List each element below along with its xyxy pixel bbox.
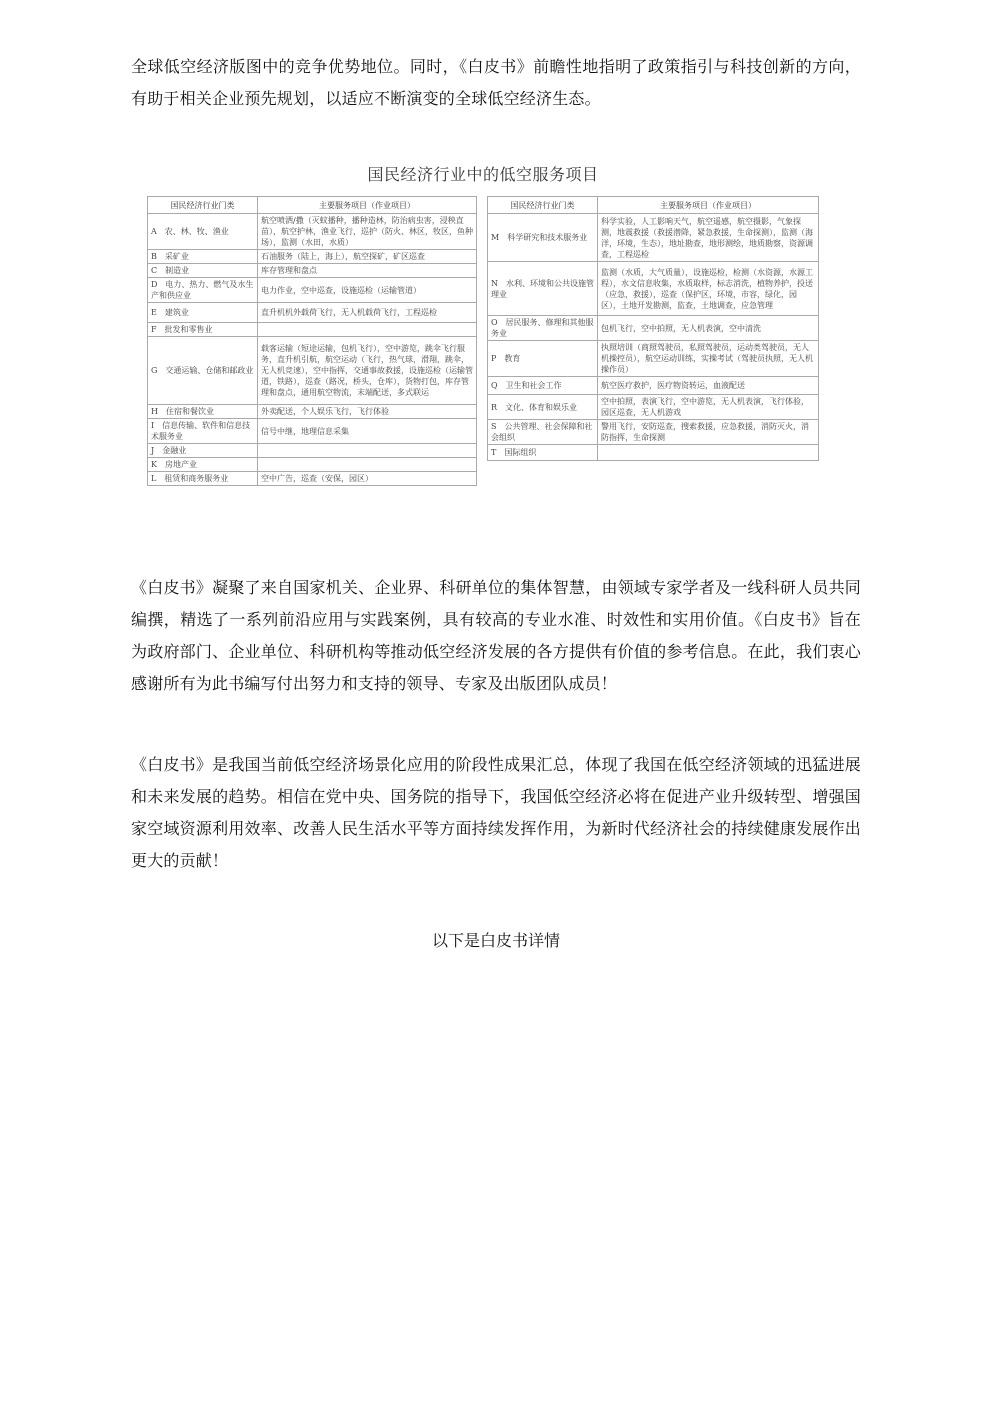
service-items-cell: 信号中继，地理信息采集 [258,419,477,444]
table-row [148,264,477,278]
table-row [148,458,477,472]
table-row [488,420,819,445]
service-items-cell: 警用飞行，安防巡查，搜索救援，应急救援，消防灭火，消防指挥，生命探测 [598,420,819,445]
table-body [488,214,819,461]
table-row [148,303,477,323]
header-industry-category: 国民经济行业门类 [488,197,598,214]
industry-category-cell: E 建筑业 [148,303,258,323]
service-items-cell [258,458,477,472]
header-main-services: 主要服务项目（作业项目） [258,197,477,214]
service-items-cell: 包机飞行，空中拍照，无人机表演，空中清洗 [598,316,819,341]
table-row [148,323,477,337]
table-row [148,405,477,419]
industry-category-cell: P 教育 [488,341,598,377]
industry-category-cell: L 租赁和商务服务业 [148,472,258,486]
industry-category-cell: R 文化、体育和娱乐业 [488,395,598,420]
closing-line: 以下是白皮书详情 [431,931,560,950]
industry-category-cell: O 居民服务、修理和其他服务业 [488,316,598,341]
service-items-cell: 航空喷洒/撒（灭蚊播种，播种造林，防治病虫害，浸秧直苗），航空护林，渔业飞行，巡护（防火、林区，牧区，鱼种场），监测（水田，水质） [258,214,477,250]
service-items-cell: 载客运输（短途运输，包机飞行），空中游览，跳伞飞行服务，直升机引航，航空运动（飞行，热气球，滑翔，跳伞，无人机竞速），空中指挥，交通事故救援，设施巡检（运输管道，铁路），巡查（路况，桥头，仓库），货物打包，库存管理和盘点，通用航空物流，末端配送，多式联运 [258,337,477,405]
service-items-cell: 直升机机外载荷飞行，无人机载荷飞行，工程巡检 [258,303,477,323]
industry-category-cell: I 信息传输、软件和信息技术服务业 [148,419,258,444]
industry-category-cell: G 交通运输、仓储和邮政业 [148,337,258,405]
table-row [488,214,819,262]
table-row [148,419,477,444]
figure-low-altitude-services [147,158,819,510]
service-items-cell: 电力作业，空中巡查，设施巡检（运输管道） [258,278,477,303]
table-row [148,444,477,458]
service-items-cell: 监测（水质，大气质量），设施巡检，检测（水资源，水源工程），水文信息收集，水质取样，标志消洗，植物养护，投送（应急，救援），巡查（保护区，环境，市容，绿化，园区），土地开发勘测，监查，土地调查，应急管理 [598,262,819,316]
industry-category-cell: C 制造业 [148,264,258,278]
industry-category-cell: B 采矿业 [148,250,258,264]
service-items-cell: 库存管理和盘点 [258,264,477,278]
header-industry-category: 国民经济行业门类 [148,197,258,214]
table-row [488,341,819,377]
table-row [488,316,819,341]
service-items-cell: 外卖配送，个人娱乐飞行，飞行体验 [258,405,477,419]
service-items-cell: 石油服务（陆上，海上），航空探矿，矿区巡查 [258,250,477,264]
table-row [148,214,477,250]
industry-category-cell: J 金融业 [148,444,258,458]
industry-category-cell: K 房地产业 [148,458,258,472]
table-row [488,395,819,420]
industry-category-cell: S 公共管理、社会保障和社会组织 [488,420,598,445]
industry-category-cell: T 国际组织 [488,445,598,461]
industry-category-cell: Q 卫生和社会工作 [488,377,598,395]
services-table-left [147,196,477,486]
table-body [148,214,477,486]
service-items-cell: 空中拍照，表演飞行，空中游览，无人机表演，飞行体验，园区巡查，无人机游戏 [598,395,819,420]
industry-category-cell: A 农、林、牧、渔业 [148,214,258,250]
service-items-cell [598,445,819,461]
service-items-cell [258,444,477,458]
service-items-cell: 科学实验，人工影响天气，航空遥感，航空摄影，气象探测，地震救援（救援潜降，紧急救援，生命探测），监测（海洋，环境，生态），地址勘查，地形测绘，地质勘察，资源调查，工程巡检 [598,214,819,262]
service-items-cell: 航空医疗救护，医疗物资转运，血液配送 [598,377,819,395]
industry-category-cell: N 水利、环境和公共设施管理业 [488,262,598,316]
table-row [148,250,477,264]
table-row [148,278,477,303]
paragraph-outlook: 《白皮书》是我国当前低空经济场景化应用的阶段性成果汇总，体现了我国在低空经济领域的迅猛进展和未来发展的趋势。相信在党中央、国务院的指导下，我国低空经济必将在促进产业升级转型、增强国家空域资源利用效率、改善人民生活水平等方面持续发挥作用，为新时代经济社会的持续健康发展作出更大的贡献！ [131,755,861,870]
paragraph-intro-continuation: 全球低空经济版图中的竞争优势地位。同时，《白皮书》前瞻性地指明了政策指引与科技创新的方向，有助于相关企业预先规划，以适应不断演变的全球低空经济生态。 [131,57,861,108]
services-table-right [487,196,819,461]
service-items-cell: 执照培训（商照驾驶员，私照驾驶员，运动类驾驶员，无人机操控员），航空运动训练，实操考试（驾驶员执照，无人机操作员） [598,341,819,377]
table-row [488,262,819,316]
table-row [148,472,477,486]
table-header-row [148,197,477,214]
header-main-services: 主要服务项目（作业项目） [598,197,819,214]
table-header-row [488,197,819,214]
table-row [488,445,819,461]
industry-category-cell: H 住宿和餐饮业 [148,405,258,419]
service-items-cell: 空中广告，巡查（安保，园区） [258,472,477,486]
figure-title: 国民经济行业中的低空服务项目 [367,165,599,184]
industry-category-cell: D 电力、热力、燃气及水生产和供应业 [148,278,258,303]
industry-category-cell: M 科学研究和技术服务业 [488,214,598,262]
service-items-cell [258,323,477,337]
industry-category-cell: F 批发和零售业 [148,323,258,337]
table-row [488,377,819,395]
table-row [148,337,477,405]
paragraph-acknowledgement: 《白皮书》凝聚了来自国家机关、企业界、科研单位的集体智慧，由领域专家学者及一线科研人员共同编撰，精选了一系列前沿应用与实践案例，具有较高的专业水准、时效性和实用价值。《白皮书》旨在为政府部门、企业单位、科研机构等推动低空经济发展的各方提供有价值的参考信息。在此，我们衷心感谢所有为此书编写付出努力和支持的领导、专家及出版团队成员！ [131,578,861,693]
